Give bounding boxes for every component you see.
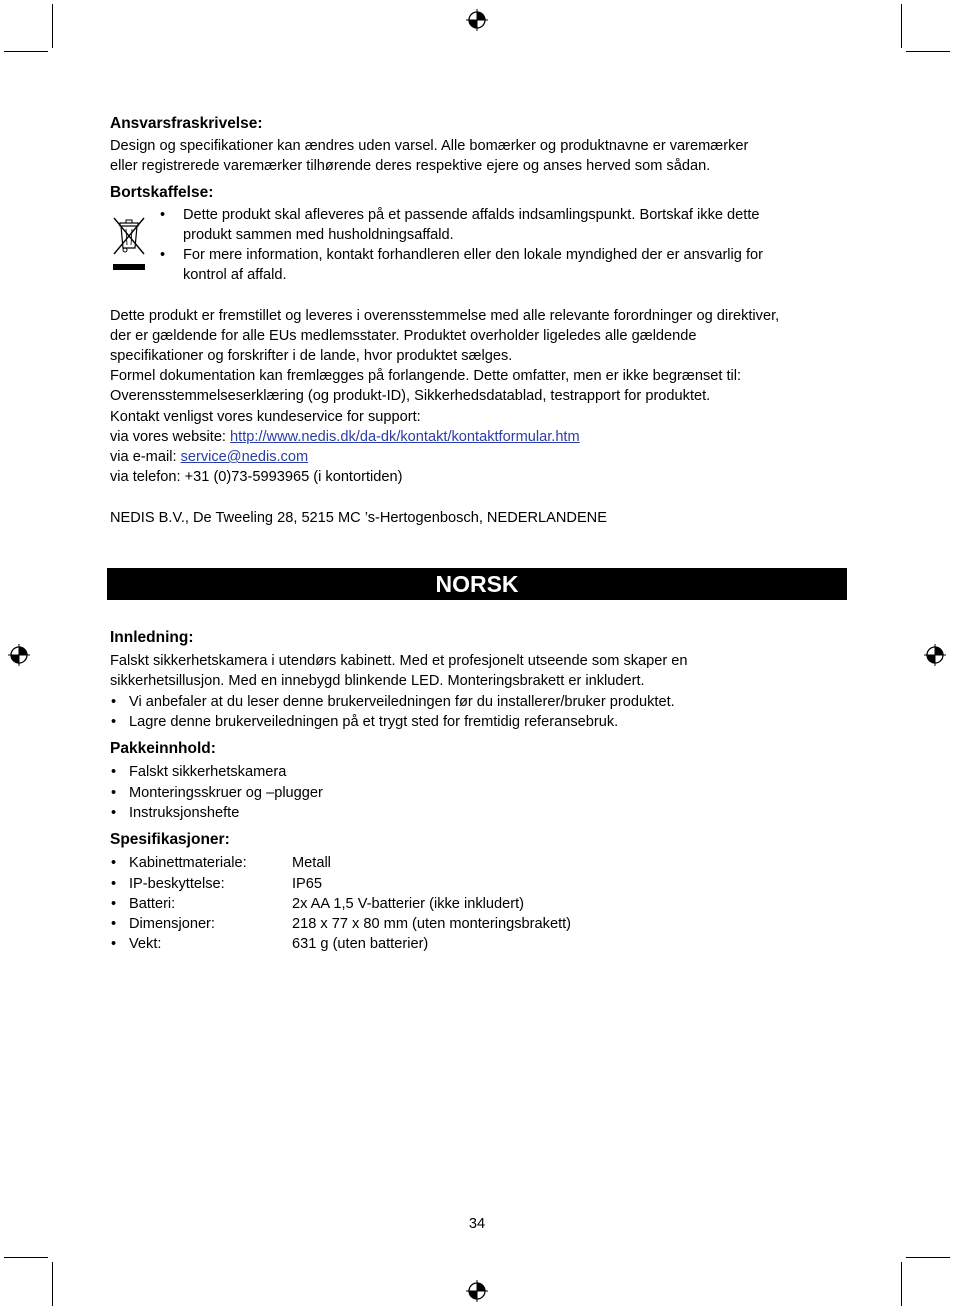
intro-bullet-text: Lagre denne brukerveiledningen på et trygt sted for fremtidig referansebruk.: [129, 714, 619, 730]
intro-text: Falskt sikkerhetskamera i utendørs kabinett. Med et profesjonelt utseende som skaper en: [110, 653, 688, 669]
disposal-bullet-text: kontrol af affald.: [183, 267, 287, 283]
registration-mark-icon: [465, 1279, 489, 1303]
bullet-marker: •: [111, 876, 117, 892]
disposal-bullet-text: produkt sammen med husholdningsaffald.: [183, 227, 454, 243]
crossed-bin-icon: [110, 214, 148, 272]
section-title: NORSK: [435, 571, 519, 597]
specs-heading: Spesifikasjoner:: [110, 831, 230, 848]
registration-mark-icon: [923, 643, 947, 667]
crop-mark: [901, 4, 902, 48]
crop-mark: [901, 1262, 902, 1306]
disclaimer-heading: Ansvarsfraskrivelse:: [110, 115, 263, 132]
bullet-marker: •: [111, 694, 117, 710]
crop-mark: [52, 4, 53, 48]
website-link[interactable]: http://www.nedis.dk/da-dk/kontakt/kontaktformular.htm: [230, 429, 580, 445]
spec-label: Batteri:: [129, 896, 176, 912]
spec-label: Dimensjoner:: [129, 916, 215, 932]
website-line: [110, 427, 580, 447]
intro-heading: Innledning:: [110, 629, 194, 646]
registration-mark-icon: [465, 8, 489, 32]
email-link[interactable]: service@nedis.com: [180, 449, 309, 465]
crop-mark: [52, 1262, 53, 1306]
disposal-heading: Bortskaffelse:: [110, 184, 214, 201]
spec-label: Vekt:: [129, 936, 162, 952]
bullet-marker: •: [111, 896, 117, 912]
package-heading: Pakkeinnhold:: [110, 740, 216, 757]
conformity-text: Overensstemmelseserklæring (og produkt-ID), Sikkerhedsdatablad, testrapport for produktet.: [110, 388, 711, 404]
spec-label: Kabinettmateriale:: [129, 855, 247, 871]
bullet-marker: •: [111, 714, 117, 730]
package-item: Instruksjonshefte: [129, 805, 240, 821]
spec-label: IP-beskyttelse:: [129, 876, 225, 892]
conformity-text: Kontakt venligst vores kundeservice for support:: [110, 409, 421, 425]
conformity-text: Dette produkt er fremstillet og leveres i overensstemmelse med alle relevante forordninger og direktiver,: [110, 308, 780, 324]
bullet-marker: •: [160, 207, 166, 223]
email-line: [110, 447, 308, 467]
spec-value: Metall: [292, 855, 331, 871]
crop-mark: [906, 1257, 950, 1258]
address-line: NEDIS B.V., De Tweeling 28, 5215 MC ’s-Hertogenbosch, NEDERLANDENE: [110, 510, 607, 526]
intro-bullet-text: Vi anbefaler at du leser denne brukerveiledningen før du installerer/bruker produktet.: [129, 694, 675, 710]
crop-mark: [4, 1257, 48, 1258]
disposal-bullet-text: Dette produkt skal afleveres på et passende affalds indsamlingspunkt. Bortskaf ikke dette: [183, 207, 760, 223]
disclaimer-text: Design og specifikationer kan ændres uden varsel. Alle bomærker og produktnavne er varemærker: [110, 138, 749, 154]
website-prefix: via vores website:: [110, 429, 231, 445]
crop-mark: [906, 51, 950, 52]
bullet-marker: •: [111, 855, 117, 871]
bullet-marker: •: [111, 805, 117, 821]
crop-mark: [4, 51, 48, 52]
package-item: Falskt sikkerhetskamera: [129, 764, 287, 780]
email-prefix: via e-mail:: [110, 449, 181, 465]
conformity-text: specifikationer og forskrifter i de lande, hvor produktet sælges.: [110, 348, 513, 364]
bullet-marker: •: [111, 936, 117, 952]
conformity-text: Formel dokumentation kan fremlægges på forlangende. Dette omfatter, men er ikke begrænset til:: [110, 368, 742, 384]
bullet-marker: •: [160, 247, 166, 263]
bullet-marker: •: [111, 785, 117, 801]
page-number: 34: [468, 1216, 486, 1232]
registration-mark-icon: [7, 643, 31, 667]
intro-text: sikkerhetsillusjon. Med en innebygd blinkende LED. Monteringsbrakett er inkludert.: [110, 673, 645, 689]
package-item: Monteringsskruer og –plugger: [129, 785, 323, 801]
spec-value: IP65: [292, 876, 323, 892]
disposal-bullet-text: For mere information, kontakt forhandleren eller den lokale myndighed der er ansvarlig for: [183, 247, 763, 263]
spec-value: 218 x 77 x 80 mm (uten monteringsbrakett): [292, 916, 572, 932]
phone-line: via telefon: +31 (0)73-5993965 (i kontortiden): [110, 469, 403, 485]
disclaimer-text: eller registrerede varemærker tilhørende deres respektive ejere og anses herved som sådan.: [110, 158, 711, 174]
conformity-text: der er gældende for alle EUs medlemsstater. Produktet overholder ligeledes alle gældende: [110, 328, 697, 344]
spec-value: 2x AA 1,5 V-batterier (ikke inkludert): [292, 896, 524, 912]
bullet-marker: •: [111, 916, 117, 932]
spec-value: 631 g (uten batterier): [292, 936, 429, 952]
section-title-bar: [107, 568, 847, 600]
bullet-marker: •: [111, 764, 117, 780]
